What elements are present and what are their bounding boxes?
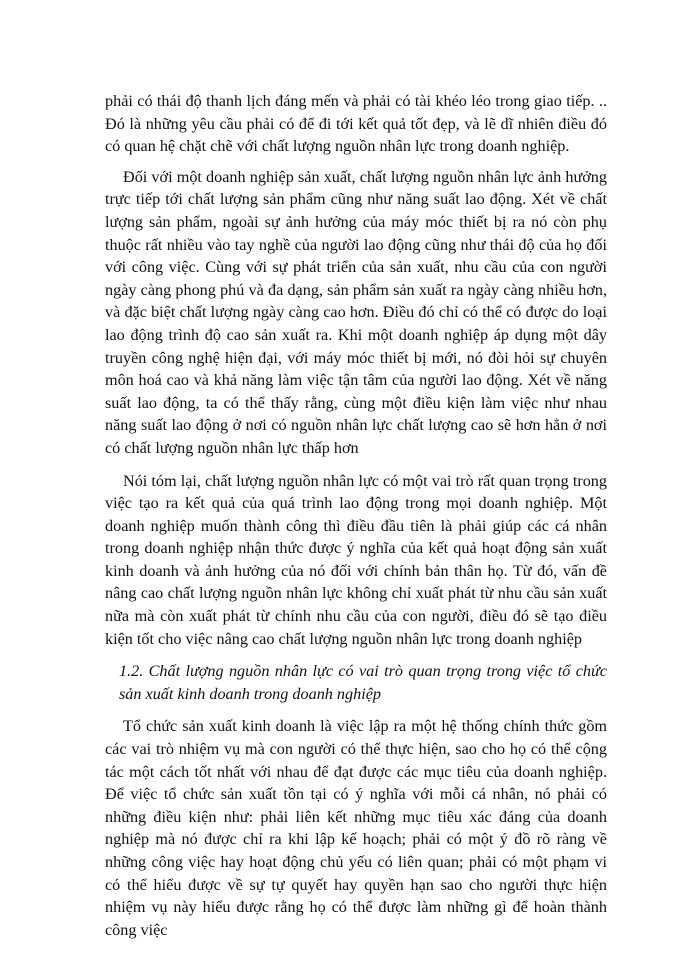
paragraph-summary: Nói tóm lại, chất lượng nguồn nhân lực có một vai trò rất quan trọng trong việc tạo ra kết quả của quá trình lao động trong mọi doanh nghiệp. Một doanh nghiệp muốn thành công thì điều đầu tiên là phải giúp các cá nhân trong doanh nghiệp nhận thức được ý nghĩa của kết quả hoạt động sản xuất kinh doanh và ảnh hưởng của nó đối với chính bản thân họ. Từ đó, vấn đề nâng cao chất lượng nguồn nhân lực không chỉ xuất phát từ nhu cầu sản xuất nữa mà còn xuất phát từ chính nhu cầu của con người, điều đó sẽ tạo điều kiện tốt cho việc nâng cao chất lượng nguồn nhân lực trong doanh nghiệp bbox=[105, 471, 607, 648]
paragraph-production-quality: Đối với một doanh nghiệp sản xuất, chất lượng nguồn nhân lực ảnh hưởng trực tiếp tới chất lượng sản phẩm cũng như năng suất lao động. Xét về chất lượng sản phẩm, ngoài sự ảnh hưởng của máy móc thiết bị ra nó còn phụ thuộc rất nhiều vào tay nghề của người lao động cũng như thái độ của họ đối với công việc. Cùng với sự phát triển của sản xuất, nhu cầu của con người ngày càng phong phú và đa dạng, sản phẩm sản xuất ra ngày càng nhiều hơn, và đặc biệt chất lượng ngày càng cao hơn. Điều đó chỉ có thể có được do loại lao động trình độ cao sản xuất ra. Khi một doanh nghiệp áp dụng một dây truyền công nghệ hiện đại, với máy móc thiết bị mới, nó đòi hỏi sự chuyên môn hoá cao và khả năng làm việc tận tâm của người lao động. Xét về năng suất lao động, ta có thể thấy rằng, cùng một điều kiện làm việc như nhau năng suất lao động ở nơi có nguồn nhân lực chất lượng cao sẽ hơn hẳn ở nơi có chất lượng nguồn nhân lực thấp hơn bbox=[105, 167, 607, 457]
section-heading: 1.2. Chất lượng nguồn nhân lực có vai trò quan trọng trong việc tổ chức sản xuất kinh doanh trong doanh nghiệp bbox=[119, 662, 607, 703]
document-body bbox=[105, 90, 607, 941]
paragraph-continuation: phải có thái độ thanh lịch đáng mến và phải có tài khéo léo trong giao tiếp. .. Đó là những yêu cầu phải có để đi tới kết quả tốt đẹp, và lẽ dĩ nhiên điều đó có quan hệ chặt chẽ với chất lượng nguồn nhân lực trong doanh nghiệp. bbox=[105, 92, 607, 156]
paragraph-organization: Tổ chức sản xuất kinh doanh là việc lập ra một hệ thống chính thức gồm các vai trò nhiệm vụ mà con người có thể thực hiện, sao cho họ có thể cộng tác một cách tốt nhất với nhau để đạt được các mục tiêu của doanh nghiệp. Để việc tổ chức sản xuất tồn tại có ý nghĩa với mỗi cá nhân, nó phải có những điều kiện như: phải liên kết những mục tiêu xác đáng của doanh nghiệp mà nó được chỉ ra khi lập kế hoạch; phải có một ý đồ rõ ràng về những công việc hay hoạt động chủ yếu có liên quan; phải có một phạm vi có thể hiểu được về sự tự quyết hay quyền hạn sao cho người thực hiện nhiệm vụ này hiểu được rằng họ có thể được làm những gì để hoàn thành công việc bbox=[105, 717, 607, 939]
